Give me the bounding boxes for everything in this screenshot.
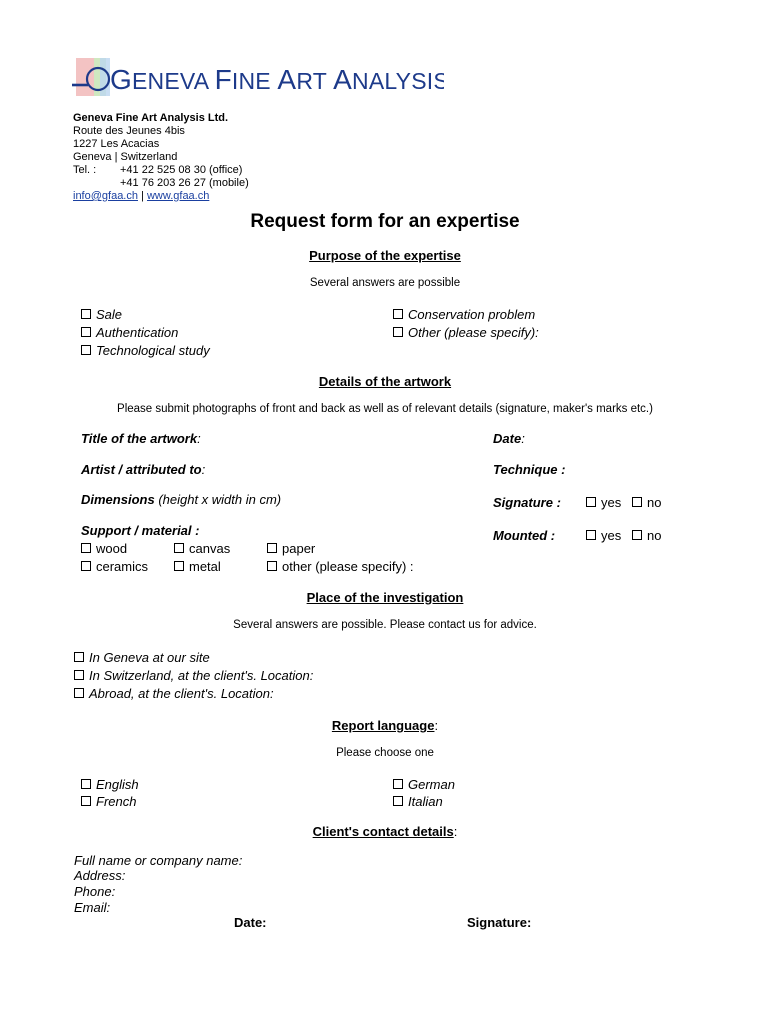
place-option[interactable]: In Geneva at our site (74, 650, 210, 665)
purpose-option[interactable]: Sale (81, 307, 122, 322)
language-option[interactable]: Italian (393, 794, 443, 809)
city: 1227 Les Acacias (73, 138, 160, 150)
place-option[interactable]: In Switzerland, at the client's. Location: (74, 668, 313, 683)
checkbox-icon[interactable] (586, 497, 596, 507)
purpose-option[interactable]: Authentication (81, 325, 178, 340)
checkbox-icon[interactable] (81, 796, 91, 806)
checkbox-icon[interactable] (393, 309, 403, 319)
checkbox-icon[interactable] (393, 779, 403, 789)
checkbox-icon[interactable] (74, 688, 84, 698)
contact-field-name[interactable]: Full name or company name: (74, 853, 243, 868)
language-option[interactable]: French (81, 794, 136, 809)
technique-field[interactable]: Technique : (493, 462, 566, 477)
checkbox-icon[interactable] (81, 543, 91, 553)
email-link[interactable]: info@gfaa.ch (73, 190, 138, 202)
material-option[interactable]: paper (267, 541, 315, 556)
page-title: Request form for an expertise (250, 211, 520, 232)
title-field[interactable]: Title of the artwork: (81, 431, 201, 446)
language-option[interactable]: German (393, 777, 455, 792)
contact-heading: Client's contact details: (312, 824, 458, 839)
language-heading: Report language: (331, 718, 439, 733)
checkbox-icon[interactable] (81, 327, 91, 337)
link-separator: | (141, 190, 144, 202)
checkbox-icon[interactable] (267, 543, 277, 553)
checkbox-icon[interactable] (632, 530, 642, 540)
checkbox-icon[interactable] (81, 561, 91, 571)
material-option[interactable]: wood (81, 541, 127, 556)
address-block (73, 112, 249, 203)
signature-yes[interactable]: yes (586, 495, 621, 510)
contact-links (73, 190, 249, 203)
contact-field-address[interactable]: Address: (74, 868, 126, 883)
checkbox-icon[interactable] (81, 309, 91, 319)
mounted-yes[interactable]: yes (586, 528, 621, 543)
purpose-heading: Purpose of the expertise (309, 248, 461, 263)
checkbox-icon[interactable] (586, 530, 596, 540)
purpose-option[interactable]: Technological study (81, 343, 210, 358)
material-option[interactable]: ceramics (81, 559, 148, 574)
checkbox-icon[interactable] (393, 796, 403, 806)
company-logo (72, 56, 444, 100)
logo-graphic (72, 56, 444, 100)
checkbox-icon[interactable] (174, 561, 184, 571)
place-option[interactable]: Abroad, at the client's. Location: (74, 686, 274, 701)
street: Route des Jeunes 4bis (73, 125, 185, 137)
date-field[interactable]: Date: (493, 431, 525, 446)
place-heading: Place of the investigation (306, 590, 464, 605)
artist-field[interactable]: Artist / attributed to: (81, 462, 206, 477)
tel-office: +41 22 525 08 30 (office) (120, 164, 243, 176)
purpose-option[interactable]: Conservation problem (393, 307, 535, 322)
tel-mobile: +41 76 203 26 27 (mobile) (120, 177, 249, 189)
phone-row (73, 164, 249, 177)
checkbox-icon[interactable] (81, 345, 91, 355)
svg-text:GENEVA FINE ART ANALYSIS: GENEVA FINE ART ANALYSIS (110, 64, 444, 95)
material-option[interactable]: other (please specify) : (267, 559, 414, 574)
tel-label: Tel. : (73, 164, 97, 176)
checkbox-icon[interactable] (267, 561, 277, 571)
mounted-no[interactable]: no (632, 528, 661, 543)
date-signature-field[interactable]: Date: (234, 915, 267, 930)
place-note: Several answers are possible. Please contact us for advice. (233, 619, 537, 631)
material-option[interactable]: metal (174, 559, 221, 574)
checkbox-icon[interactable] (393, 327, 403, 337)
artwork-note: Please submit photographs of front and back as well as of relevant details (signature, maker's marks etc.) (117, 403, 653, 415)
region: Geneva | Switzerland (73, 151, 178, 163)
mounted-label: Mounted : (493, 528, 556, 543)
signature-field[interactable]: Signature: (467, 915, 532, 930)
artwork-heading: Details of the artwork (318, 374, 452, 389)
contact-field-email[interactable]: Email: (74, 900, 111, 915)
signature-label: Signature : (493, 495, 561, 510)
checkbox-icon[interactable] (81, 779, 91, 789)
support-label: Support / material : (81, 523, 200, 538)
purpose-option[interactable]: Other (please specify): (393, 325, 539, 340)
checkbox-icon[interactable] (632, 497, 642, 507)
dimensions-field[interactable]: Dimensions (height x width in cm) (81, 492, 282, 507)
purpose-note: Several answers are possible (309, 277, 461, 289)
contact-field-phone[interactable]: Phone: (74, 884, 116, 899)
signature-no[interactable]: no (632, 495, 661, 510)
checkbox-icon[interactable] (174, 543, 184, 553)
website-link[interactable]: www.gfaa.ch (146, 190, 210, 202)
company-name: Geneva Fine Art Analysis Ltd. (73, 112, 229, 124)
language-note: Please choose one (336, 747, 434, 759)
checkbox-icon[interactable] (74, 652, 84, 662)
language-option[interactable]: English (81, 777, 139, 792)
checkbox-icon[interactable] (74, 670, 84, 680)
material-option[interactable]: canvas (174, 541, 230, 556)
